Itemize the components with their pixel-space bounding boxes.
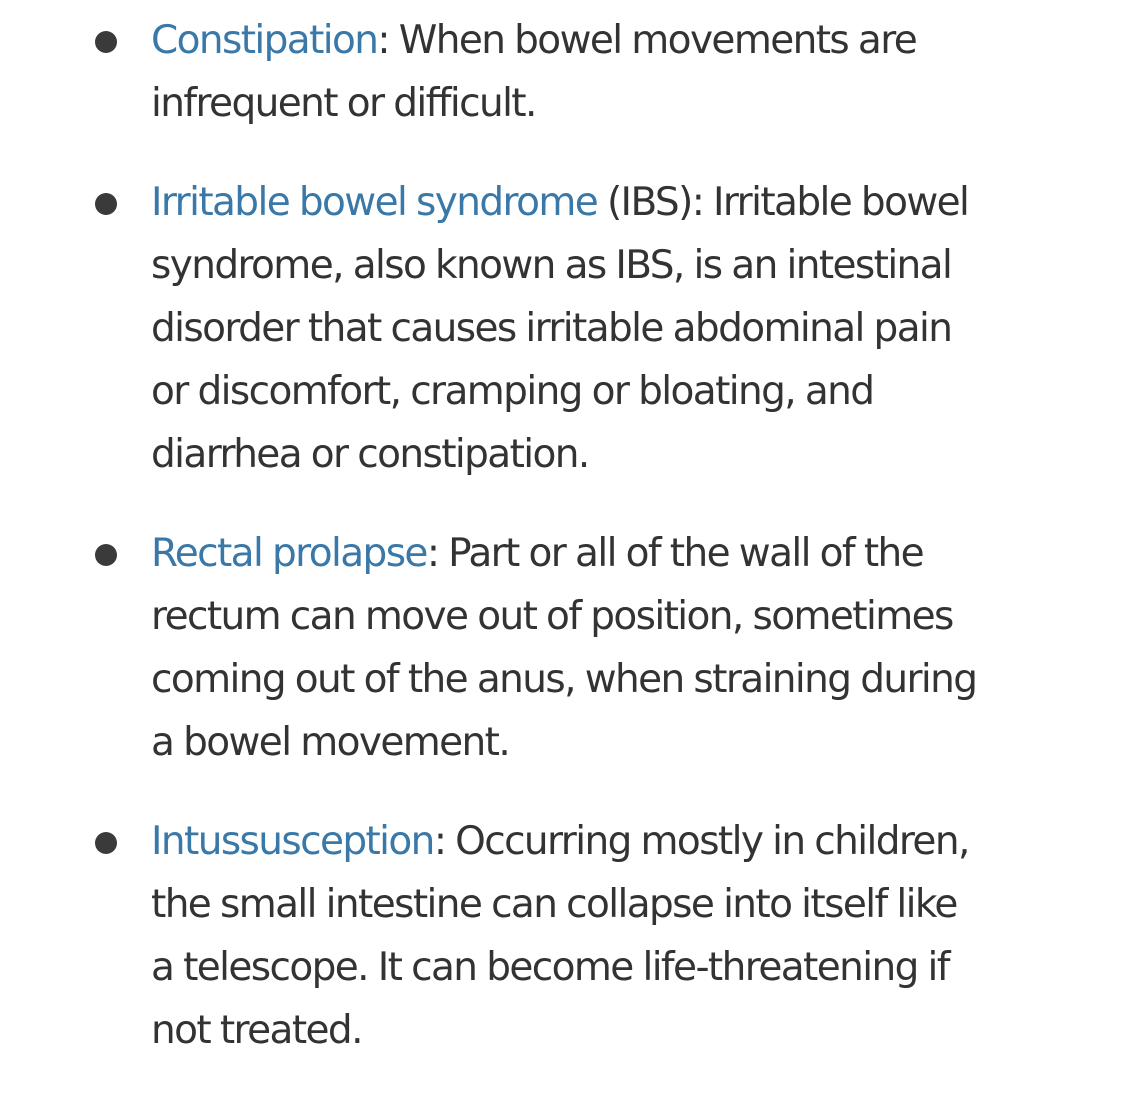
- item-line: coming out of the anus, when straining during: [151, 657, 977, 702]
- item-line: a telescope. It can become life-threatening if: [151, 945, 949, 990]
- item-first-line: [151, 810, 1111, 873]
- item-line: or discomfort, cramping or bloating, and: [151, 369, 874, 414]
- item-line: disorder that causes irritable abdominal pain: [151, 306, 952, 351]
- constipation-link[interactable]: Constipation: [151, 18, 378, 63]
- bullet-icon: [95, 31, 117, 53]
- item-line: the small intestine can collapse into itself like: [151, 882, 957, 927]
- item-first-line: [151, 171, 1111, 234]
- item-first-line: [151, 522, 1111, 585]
- item-text: [151, 171, 1111, 486]
- item-definition-start: : Part or all of the wall of the: [426, 531, 924, 576]
- item-definition-start: : Occurring mostly in children,: [433, 819, 969, 864]
- rectal-prolapse-link[interactable]: Rectal prolapse: [151, 531, 427, 576]
- item-first-line: [151, 9, 1111, 72]
- item-text: [151, 810, 1111, 1062]
- item-definition-start: (IBS): Irritable bowel: [597, 180, 969, 225]
- item-text: [151, 9, 1111, 135]
- item-line: syndrome, also known as IBS, is an intestinal: [151, 243, 952, 288]
- intussusception-link[interactable]: Intussusception: [151, 819, 434, 864]
- item-line: diarrhea or constipation.: [151, 432, 589, 477]
- item-line: rectum can move out of position, sometimes: [151, 594, 953, 639]
- bullet-icon: [95, 544, 117, 566]
- irritable-bowel-syndrome-link[interactable]: Irritable bowel syndrome: [151, 180, 598, 225]
- bullet-icon: [95, 193, 117, 215]
- item-line: not treated.: [151, 1008, 362, 1053]
- item-text: [151, 522, 1111, 774]
- bullet-icon: [95, 832, 117, 854]
- item-line: a bowel movement.: [151, 720, 510, 765]
- item-line: infrequent or difficult.: [151, 81, 536, 126]
- item-definition-start: : When bowel movements are: [377, 18, 917, 63]
